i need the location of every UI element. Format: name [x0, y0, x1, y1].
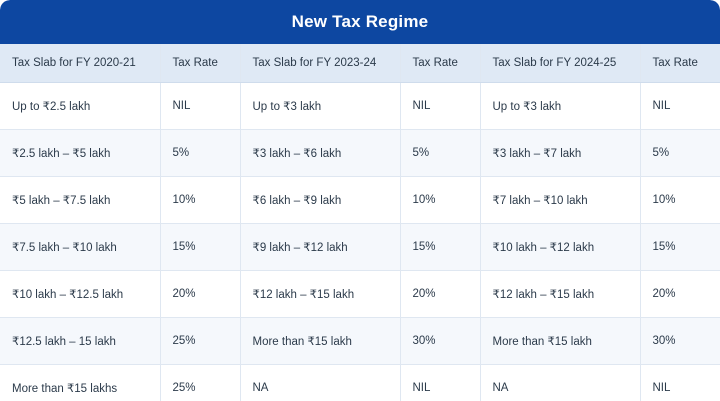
table-cell: ₹12 lakh – ₹15 lakh	[240, 271, 400, 318]
table-cell: 30%	[400, 318, 480, 365]
page-title: New Tax Regime	[291, 12, 429, 31]
table-cell: ₹7.5 lakh – ₹10 lakh	[0, 224, 160, 271]
table-cell: 20%	[400, 271, 480, 318]
table-cell: 20%	[160, 271, 240, 318]
table-row	[0, 271, 720, 318]
column-header: Tax Slab for FY 2023-24	[240, 44, 400, 83]
table-cell: 30%	[640, 318, 720, 365]
table-cell: NA	[240, 365, 400, 401]
table-cell: NIL	[400, 365, 480, 401]
table-row	[0, 83, 720, 130]
table-cell: 20%	[640, 271, 720, 318]
table-cell: ₹6 lakh – ₹9 lakh	[240, 177, 400, 224]
table-cell: More than ₹15 lakhs	[0, 365, 160, 401]
table-row	[0, 130, 720, 177]
card-header	[0, 0, 720, 44]
table-cell: ₹12.5 lakh – 15 lakh	[0, 318, 160, 365]
table-cell: 10%	[160, 177, 240, 224]
table-cell: ₹7 lakh – ₹10 lakh	[480, 177, 640, 224]
table-cell: ₹9 lakh – ₹12 lakh	[240, 224, 400, 271]
table-body	[0, 83, 720, 401]
table-cell: 5%	[400, 130, 480, 177]
table-cell: Up to ₹2.5 lakh	[0, 83, 160, 130]
table-cell: ₹3 lakh – ₹6 lakh	[240, 130, 400, 177]
table-cell: NIL	[640, 83, 720, 130]
column-header: Tax Rate	[400, 44, 480, 83]
table-cell: 10%	[400, 177, 480, 224]
table-cell: More than ₹15 lakh	[240, 318, 400, 365]
table-cell: 15%	[160, 224, 240, 271]
table-cell: NIL	[640, 365, 720, 401]
table-cell: 15%	[400, 224, 480, 271]
table-row	[0, 318, 720, 365]
table-cell: More than ₹15 lakh	[480, 318, 640, 365]
table-header-row	[0, 44, 720, 83]
column-header: Tax Slab for FY 2020-21	[0, 44, 160, 83]
column-header: Tax Rate	[640, 44, 720, 83]
table-cell: ₹2.5 lakh – ₹5 lakh	[0, 130, 160, 177]
table-cell: ₹12 lakh – ₹15 lakh	[480, 271, 640, 318]
table-cell: 25%	[160, 365, 240, 401]
table-cell: ₹3 lakh – ₹7 lakh	[480, 130, 640, 177]
tax-slab-table	[0, 44, 720, 401]
table-cell: 25%	[160, 318, 240, 365]
column-header: Tax Slab for FY 2024-25	[480, 44, 640, 83]
table-cell: ₹5 lakh – ₹7.5 lakh	[0, 177, 160, 224]
table-cell: NIL	[400, 83, 480, 130]
table-cell: 5%	[640, 130, 720, 177]
table-cell: ₹10 lakh – ₹12.5 lakh	[0, 271, 160, 318]
table-row	[0, 365, 720, 401]
table-row	[0, 224, 720, 271]
table-row	[0, 177, 720, 224]
table-cell: Up to ₹3 lakh	[240, 83, 400, 130]
table-cell: NA	[480, 365, 640, 401]
table-cell: 10%	[640, 177, 720, 224]
table-cell: 5%	[160, 130, 240, 177]
table-cell: NIL	[160, 83, 240, 130]
table-cell: ₹10 lakh – ₹12 lakh	[480, 224, 640, 271]
column-header: Tax Rate	[160, 44, 240, 83]
table-cell: 15%	[640, 224, 720, 271]
table-cell: Up to ₹3 lakh	[480, 83, 640, 130]
